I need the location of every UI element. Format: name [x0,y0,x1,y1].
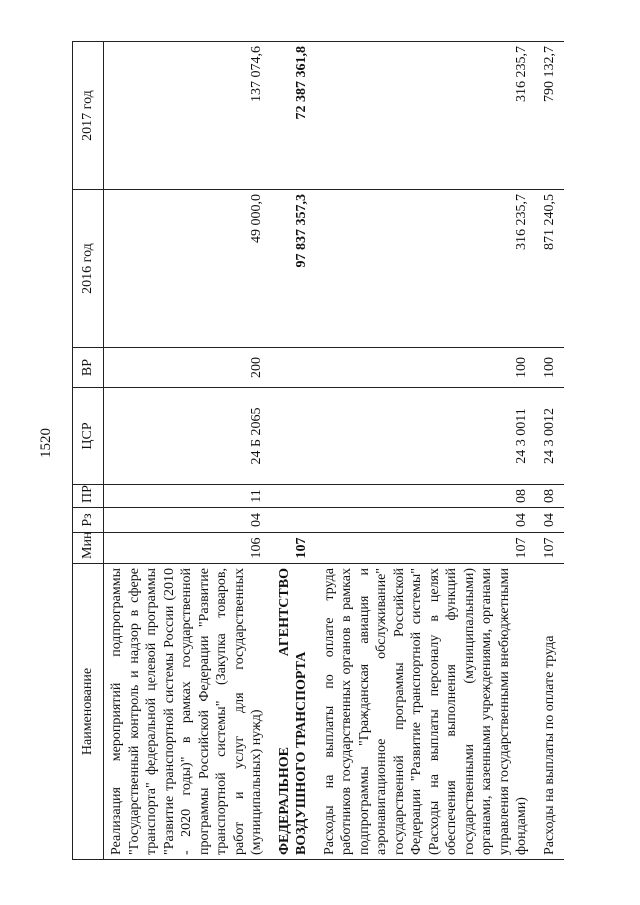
row-name: ФЕДЕРАЛЬНОЕ АГЕНТСТВО ВОЗДУШНОГО ТРАНСПОРТА [272,564,317,860]
header-rz: Рз [73,508,104,533]
row-min: 106 [104,533,272,564]
row-2017: 790 132,7 [537,42,565,190]
table-row [104,42,272,860]
row-vr [272,348,317,388]
row-pr: 08 [317,485,537,508]
table-row [537,42,565,860]
table-row [272,42,317,860]
header-min: Мин [73,533,104,564]
header-2016: 2016 год [73,190,104,348]
row-rz: 04 [537,508,565,533]
row-2017: 316 235,7 [317,42,537,190]
row-csr: 24 3 0012 [537,388,565,485]
table-row [317,42,537,860]
budget-table [72,41,564,860]
header-name: Наименование [73,564,104,860]
row-pr: 08 [537,485,565,508]
row-2016: 97 837 357,3 [272,190,317,348]
row-csr: 24 Б 2065 [104,388,272,485]
row-2017: 72 387 361,8 [272,42,317,190]
table-header-row [73,42,104,860]
row-name: Реализация мероприятий подпрограммы "Государственный контроль и надзор в сфере транспорта" федеральной целевой программы "Развитие транспортной системы России (2010 - 2020 годы)" в рамках государственной программы Российской Федерации "Развитие транспортной системы" (Закупка товаров, работ и услуг для государственных (муниципальных) нужд) [104,564,272,860]
header-2017: 2017 год [73,42,104,190]
row-vr: 100 [317,348,537,388]
row-name: Расходы на выплаты по оплате труда работников государственных органов в рамках подпрограммы "Гражданская авиация и аэронавигационное обслуживание" государственной программы Российской Федерации "Развитие транспортной системы" (Расходы на выплаты персоналу в целях обеспечения выполнения функций государственными (муниципальными) органами, казенными учреждениями, органами управления государственными внебюджетными фондами) [317,564,537,860]
row-2016: 49 000,0 [104,190,272,348]
row-2017: 137 074,6 [104,42,272,190]
row-min: 107 [272,533,317,564]
row-min: 107 [317,533,537,564]
row-2016: 316 235,7 [317,190,537,348]
row-2016: 871 240,5 [537,190,565,348]
row-csr: 24 3 0011 [317,388,537,485]
header-vr: ВР [73,348,104,388]
row-vr: 200 [104,348,272,388]
row-rz [272,508,317,533]
budget-table-rotated [72,42,612,860]
page-number: 1520 [38,428,54,458]
row-pr: 11 [104,485,272,508]
row-name: Расходы на выплаты по оплате труда [537,564,565,860]
header-pr: ПР [73,485,104,508]
row-min: 107 [537,533,565,564]
row-rz: 04 [104,508,272,533]
row-vr: 100 [537,348,565,388]
row-pr [272,485,317,508]
row-csr [272,388,317,485]
header-csr: ЦСР [73,388,104,485]
row-rz: 04 [317,508,537,533]
